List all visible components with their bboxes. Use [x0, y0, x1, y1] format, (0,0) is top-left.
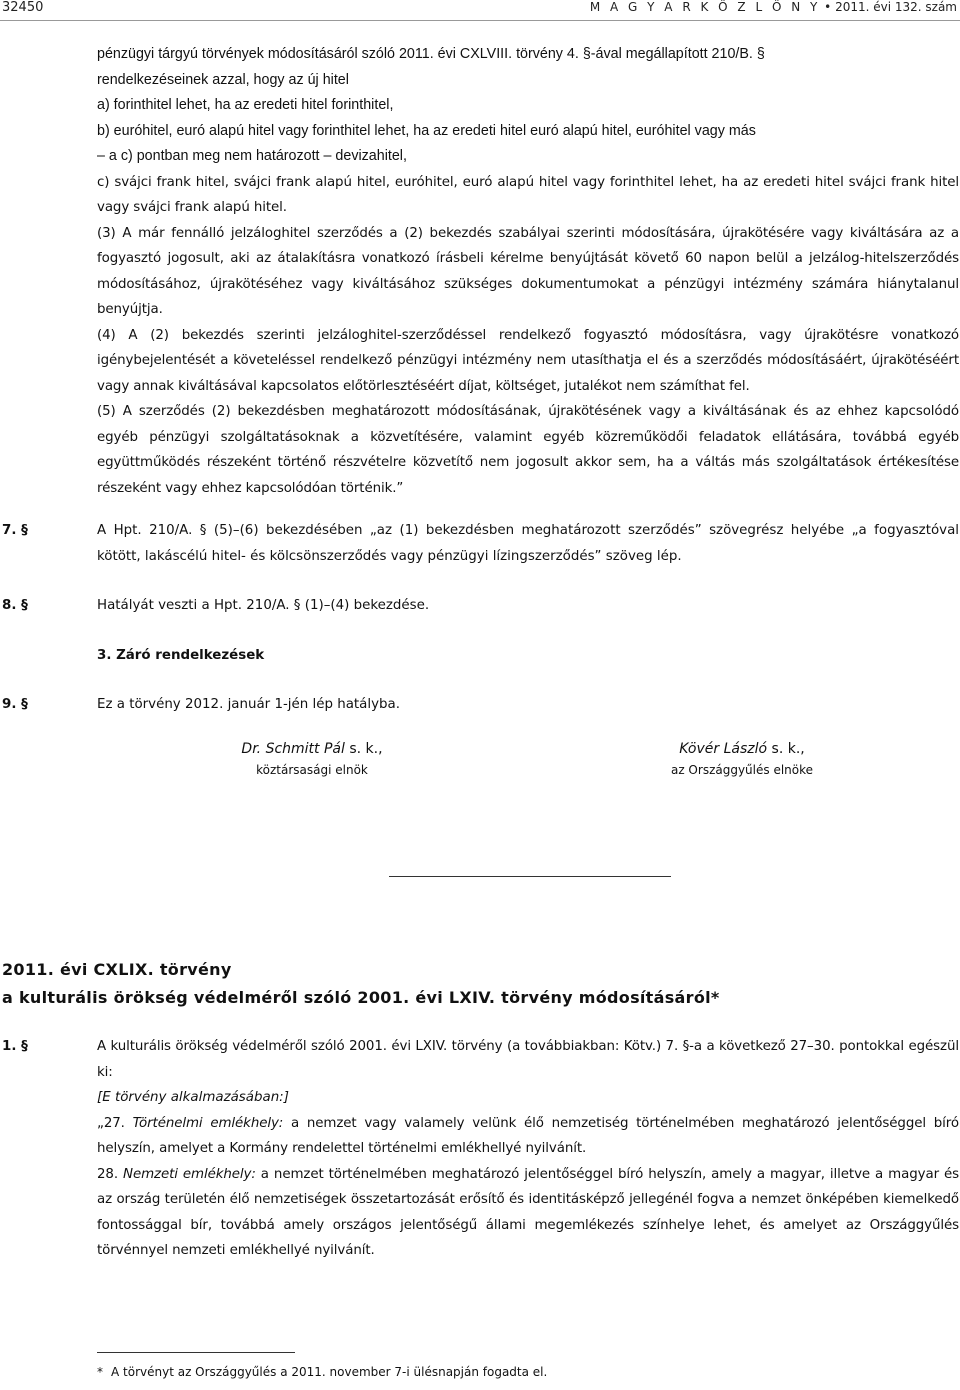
footnote [97, 1365, 547, 1379]
signatory-suffix: s. k., [767, 740, 805, 757]
section-text: Hatályát veszti a Hpt. 210/A. § (1)–(4) bekezdése. [97, 598, 430, 613]
signatory-name: Kövér László [679, 740, 768, 757]
point-28: 28. Nemzeti emlékhely: a nemzet történelmében meghatározó jelentőséggel bíró helyszín, amely a magyar, illetve a magyar és az ország területén élő nemzetiségek összetartozását erősítő és identitásképző jellegénél fogva a nemzet önképében kiemelkedő fontossággal bír, továbbá amely országos jelentőségű állami megemlékezés színhelye lehet, és amelyet az Országgyűlés törvénnyel nemzeti emlékhellyé nyilvánít. [97, 1166, 960, 1258]
issue-info [590, 0, 957, 14]
footnote-rule [97, 1352, 295, 1353]
section-number: 7. § [2, 523, 28, 538]
continuation-line: pénzügyi tárgyú törvények módosításáról szóló 2011. évi CXLVIII. törvény 4. §-ával megállapított 210/B. § [97, 46, 765, 62]
act-section-1 [0, 1034, 960, 1264]
signature-left [212, 738, 412, 780]
section-context: [E törvény alkalmazásában:] [97, 1090, 289, 1105]
act-title: 2011. évi CXLIX. törvény [2, 960, 232, 979]
point-b-cont: – a c) pontban meg nem határozott – devizahitel, [97, 148, 407, 164]
separator-rule [389, 876, 671, 877]
paragraph-3: (3) A már fennálló jelzáloghitel szerződés a (2) bekezdés szabályai szerinti módosítására, újrakötésére vagy kiváltására az a fogyasztó jogosult, aki az átalakításra vonatkozó írásbeli kérelme benyújtását követő 60 napon belül a jelzálog-hitelszerződés módosításához, újrakötéséhez vagy kiváltásához szükséges dokumentumokat a pénzügyi intézmény számára hiánytalanul benyújtja. [97, 225, 959, 317]
body-block [0, 170, 960, 798]
section-7 [0, 518, 960, 569]
footnote-text: A törvényt az Országgyűlés a 2011. november 7-i ülésnapján fogadta el. [111, 1365, 548, 1379]
signatory-suffix: s. k., [344, 740, 383, 757]
issue-separator: • [824, 0, 832, 14]
signature-right [642, 738, 842, 780]
footnote-marker: * [97, 1365, 103, 1379]
issue-number: 2011. évi 132. szám [835, 0, 957, 14]
defined-term: Történelmi emlékhely: [132, 1115, 284, 1131]
continuation-line: rendelkezéseinek azzal, hogy az új hitel [97, 71, 349, 88]
chapter-heading: 3. Záró rendelkezések [97, 647, 265, 663]
section-number: 1. § [2, 1039, 28, 1054]
publication-name: M A G Y A R K Ö Z L Ö N Y [589, 0, 821, 14]
paragraph-4: (4) A (2) bekezdés szerinti jelzáloghitel-szerződéssel rendelkező fogyasztó módosításra, vagy újrakötésre vonatkozó igénybejelentését a követeléssel rendelkező pénzügyi intézmény nem utasíthatja el és a szerződés módosításáért, újrakötéséért vagy annak kiváltásával kapcsolatos előtörlesztéséért díjat, költséget, jutalékot nem számíthat fel. [97, 327, 959, 394]
signatory-name: Dr. Schmitt Pál [241, 740, 345, 757]
paragraph-5: (5) A szerződés (2) bekezdésben meghatározott módosításának, újrakötésének vagy a kiváltásának és az ehhez kapcsolódó egyéb pénzügyi szolgáltatásoknak a közvetítésére, valamint egyéb közreműködői feladatok ellátására, továbbá egyéb együttműködés részeként történő részvételre közvetítő nem jogosult akkor sem, ha a váltás más szolgáltatások értékesítése részeként vagy ehhez kapcsolódóan történik.” [97, 404, 959, 496]
new-act [0, 956, 960, 1264]
section-number: 9. § [2, 697, 28, 712]
point-b: b) euróhitel, euró alapú hitel vagy forinthitel lehet, ha az eredeti hitel euró alapú hitel, euróhitel vagy más [97, 122, 756, 139]
defined-term: Nemzeti emlékhely: [123, 1166, 256, 1182]
section-text: A kulturális örökség védelméről szóló 2001. évi LXIV. törvény (a továbbiakban: Kötv.) 7. §-a a következő 27–30. pontokkal egészül ki: [97, 1039, 959, 1080]
section-text: Ez a törvény 2012. január 1-jén lép hatályba. [97, 697, 400, 712]
continuation-block [0, 42, 960, 170]
page-number: 32450 [2, 0, 44, 15]
act-subtitle: a kulturális örökség védelméről szóló 2001. évi LXIV. törvény módosításáról* [2, 988, 720, 1007]
point-27: „27. Történelmi emlékhely: a nemzet vagy valamely velünk élő nemzetiség történelmében meghatározó jelentőséggel bíró helyszín, amelyet a Kormány rendelettel történelmi emlékhellyé nyilvánít. [97, 1115, 959, 1156]
signatory-role: az Országgyűlés elnöke [670, 762, 814, 777]
page-header [0, 0, 960, 21]
section-number: 8. § [2, 598, 28, 613]
section-text: A Hpt. 210/A. § (5)–(6) bekezdésében „az (1) bekezdésben meghatározott szerződés” szövegrész helyébe „a fogyasztóval kötött, lakáscélú hitel- és kölcsönszerződés vagy pénzügyi lízingszerződés” szöveg lép. [97, 523, 959, 564]
section-8 [0, 593, 960, 619]
page-content [0, 42, 960, 798]
section-9 [0, 692, 960, 718]
point-a: a) forinthitel lehet, ha az eredeti hitel forinthitel, [97, 97, 394, 113]
signatory-role: köztársasági elnök [256, 762, 368, 777]
point-c: c) svájci frank hitel, svájci frank alapú hitel, euróhitel, euró alapú hitel vagy forinthitel lehet, ha az eredeti hitel svájci frank hitel vagy svájci frank alapú hitel. [97, 174, 959, 215]
signatures [0, 738, 960, 798]
